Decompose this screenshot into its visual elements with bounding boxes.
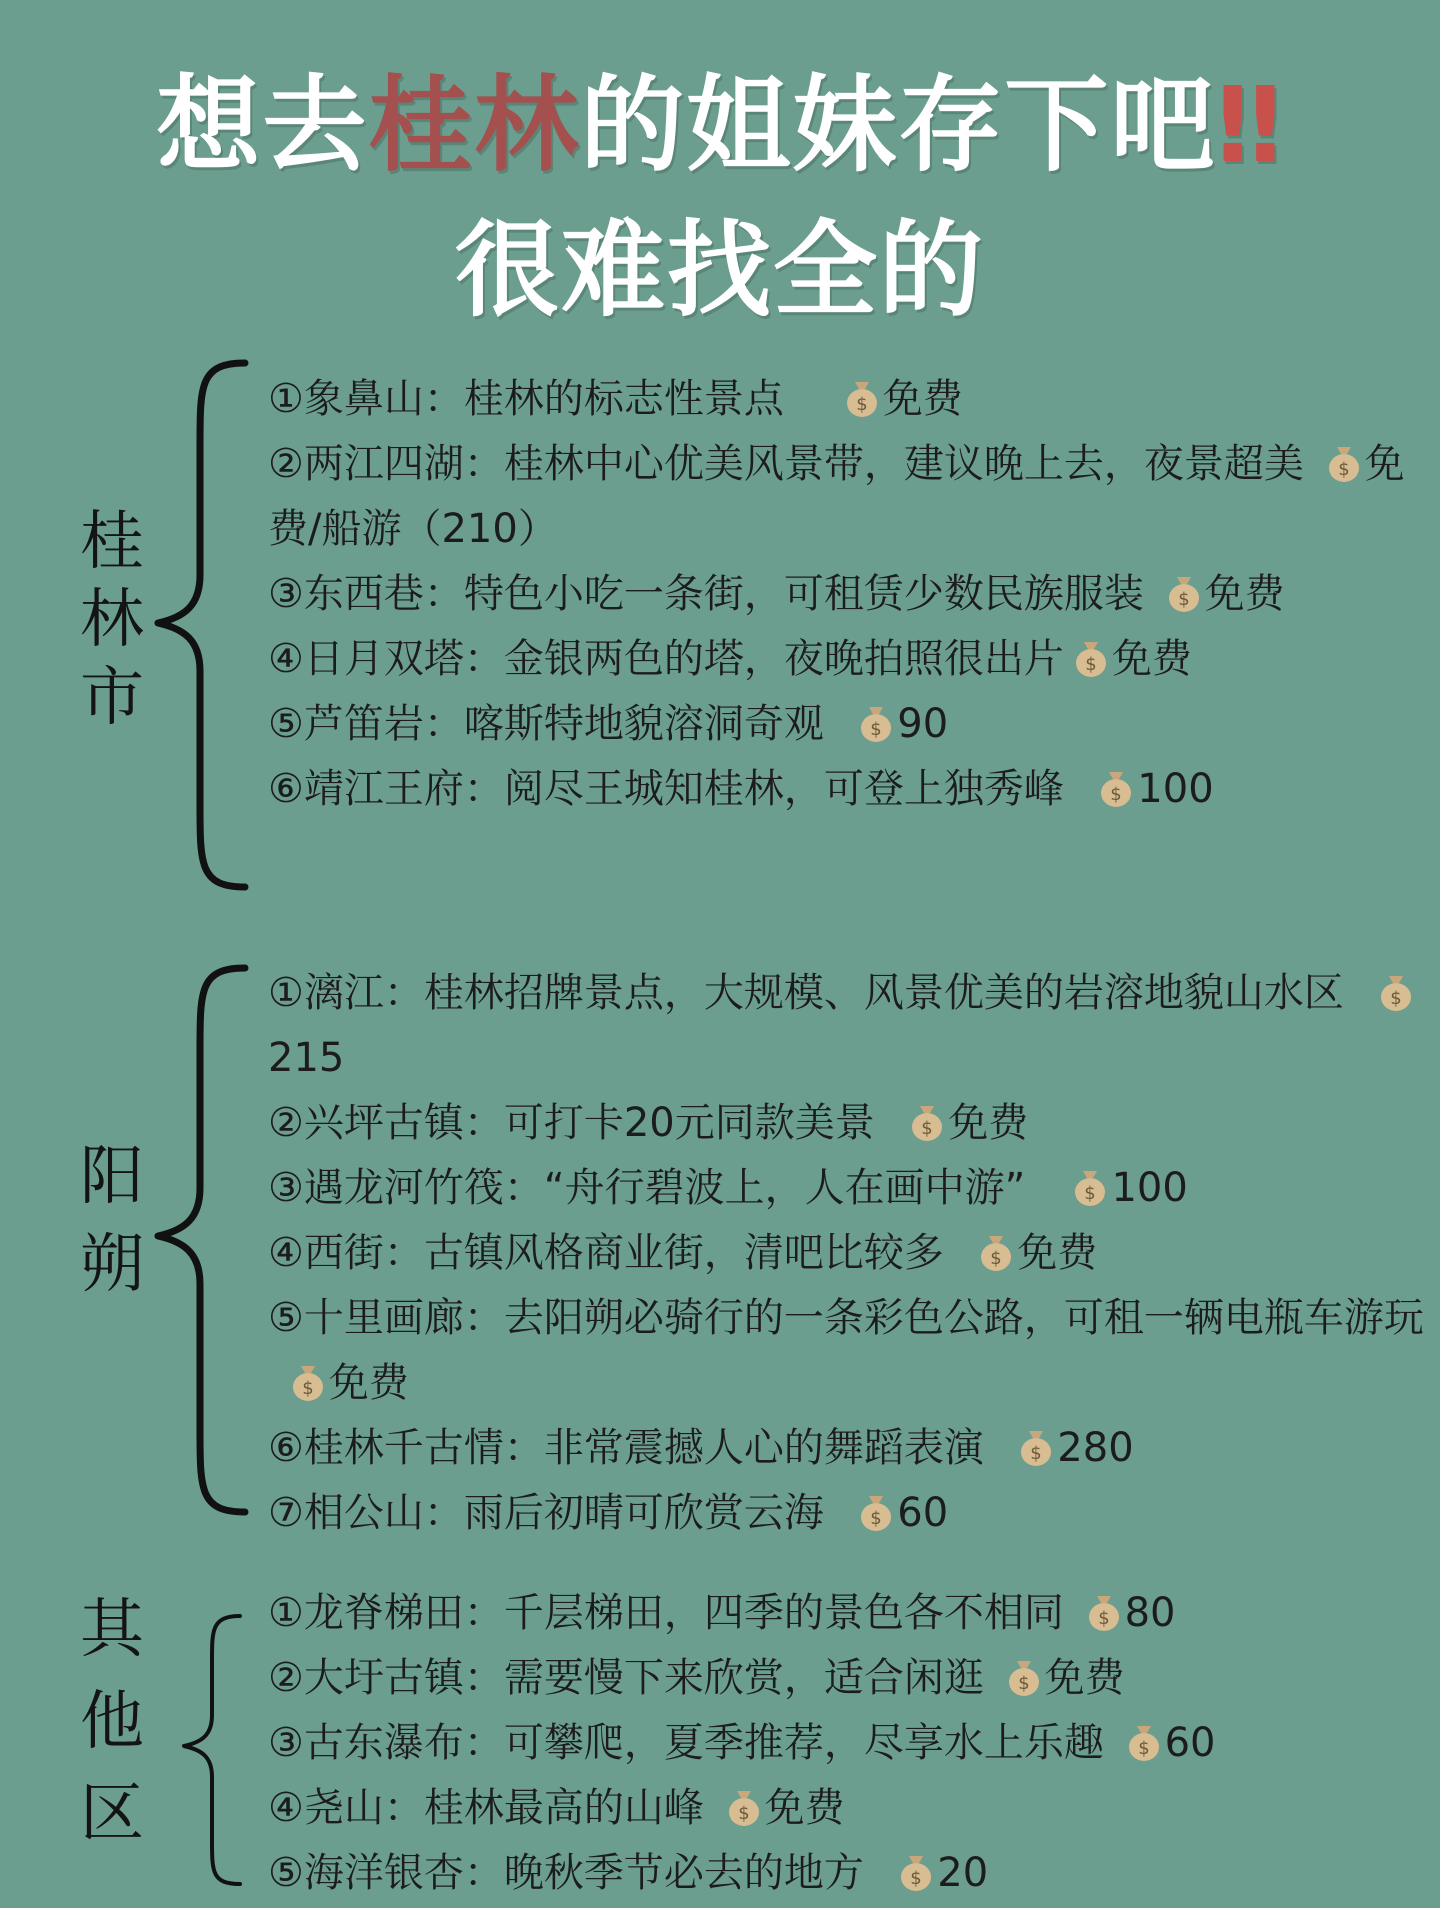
category-char: 桂	[80, 505, 144, 579]
list-item: ⑤芦笛岩：喀斯特地貌溶洞奇观 $ 90	[268, 701, 949, 747]
svg-text:$: $	[301, 1378, 314, 1399]
title-exclamation: ‼	[1216, 64, 1284, 186]
list-item: ⑥桂林千古情：非常震撼人心的舞蹈表演 $ 280	[268, 1425, 1134, 1471]
category-char: 林	[80, 583, 144, 657]
list-item: ①漓江：桂林招牌景点，大规模、风景优美的岩溶地貌山水区 $ 215	[268, 961, 1428, 1091]
svg-text:$: $	[737, 1803, 750, 1824]
svg-text:$: $	[1017, 1673, 1030, 1694]
svg-text:$: $	[1177, 589, 1190, 610]
money-bag-icon	[899, 1852, 933, 1892]
money-bag-icon	[1099, 768, 1133, 808]
list-item: ⑦相公山：雨后初晴可欣赏云海 $ 60	[268, 1490, 949, 1536]
svg-text:$: $	[921, 1118, 933, 1139]
title-highlight: 桂林	[368, 64, 581, 186]
page-title-line2: 很难找全的	[454, 209, 985, 331]
money-bag-icon	[1087, 1592, 1121, 1632]
money-bag-icon	[727, 1787, 761, 1827]
list-item: ③古东瀑布：可攀爬，夏季推荐，尽享水上乐趣 $ 60	[268, 1720, 1216, 1766]
category-char: 市	[80, 661, 144, 735]
category-char: 朔	[80, 1228, 144, 1302]
money-bag-icon	[979, 1232, 1013, 1272]
svg-text:$: $	[1084, 1183, 1097, 1204]
money-bag-icon	[1019, 1427, 1053, 1467]
money-bag-icon	[1073, 1167, 1107, 1207]
svg-text:$: $	[910, 1868, 923, 1889]
category-char: 其	[80, 1593, 144, 1667]
brace-others	[140, 1610, 260, 1890]
money-bag-icon	[859, 703, 893, 743]
svg-text:$: $	[1337, 459, 1350, 480]
money-bag-icon	[845, 378, 879, 418]
money-bag-icon	[1007, 1657, 1041, 1697]
list-item: ④尧山：桂林最高的山峰 $ 免费	[268, 1785, 845, 1831]
svg-text:$: $	[855, 394, 868, 415]
category-char: 区	[80, 1777, 144, 1851]
brace-guilin	[140, 355, 260, 895]
brace-yangshuo	[140, 960, 260, 1520]
list-item: ②兴坪古镇：可打卡20元同款美景 $ 免费	[268, 1100, 1029, 1146]
list-item: ④西街：古镇风格商业街，清吧比较多 $ 免费	[268, 1230, 1098, 1276]
title-suffix: 的姐妹存下吧	[580, 64, 1217, 186]
svg-text:$: $	[1110, 784, 1123, 805]
svg-text:$: $	[1085, 654, 1097, 675]
money-bag-icon	[1379, 972, 1413, 1012]
list-others	[268, 1581, 1428, 1906]
svg-text:$: $	[990, 1248, 1003, 1269]
list-guilin	[268, 367, 1428, 822]
list-item: ④日月双塔：金银两色的塔，夜晚拍照很出片 $ 免费	[268, 636, 1192, 682]
svg-text:$: $	[870, 1508, 883, 1529]
svg-text:$: $	[870, 719, 883, 740]
money-bag-icon	[1127, 1722, 1161, 1762]
list-item: ⑤海洋银杏：晚秋季节必去的地方 $ 20	[268, 1850, 989, 1896]
category-char: 阳	[80, 1140, 144, 1214]
list-yangshuo	[268, 961, 1428, 1546]
list-item: ②两江四湖：桂林中心优美风景带，建议晚上去，夜景超美 $ 免费/船游（210）	[268, 441, 1405, 552]
svg-text:$: $	[1390, 988, 1403, 1009]
page-title-line1	[0, 60, 1440, 190]
list-item: ①象鼻山：桂林的标志性景点 $ 免费	[268, 376, 963, 422]
title-prefix: 想去	[156, 64, 369, 186]
list-item: ③东西巷：特色小吃一条街，可租赁少数民族服装 $ 免费	[268, 571, 1285, 617]
money-bag-icon	[1327, 443, 1361, 483]
category-char: 他	[80, 1685, 144, 1759]
money-bag-icon	[1167, 573, 1201, 613]
money-bag-icon	[291, 1362, 325, 1402]
money-bag-icon	[910, 1102, 944, 1142]
money-bag-icon	[1074, 638, 1108, 678]
svg-text:$: $	[1030, 1443, 1043, 1464]
svg-text:$: $	[1137, 1738, 1150, 1759]
list-item: ①龙脊梯田：千层梯田，四季的景色各不相同 $ 80	[268, 1590, 1176, 1636]
money-bag-icon	[859, 1492, 893, 1532]
list-item: ⑥靖江王府：阅尽王城知桂林，可登上独秀峰 $ 100	[268, 766, 1214, 812]
list-item: ⑤十里画廊：去阳朔必骑行的一条彩色公路，可租一辆电瓶车游玩 $ 免费	[268, 1295, 1424, 1406]
svg-text:$: $	[1097, 1608, 1110, 1629]
list-item: ③遇龙河竹筏：“舟行碧波上，人在画中游” $ 100	[268, 1165, 1188, 1211]
list-item: ②大圩古镇：需要慢下来欣赏，适合闲逛 $ 免费	[268, 1655, 1125, 1701]
